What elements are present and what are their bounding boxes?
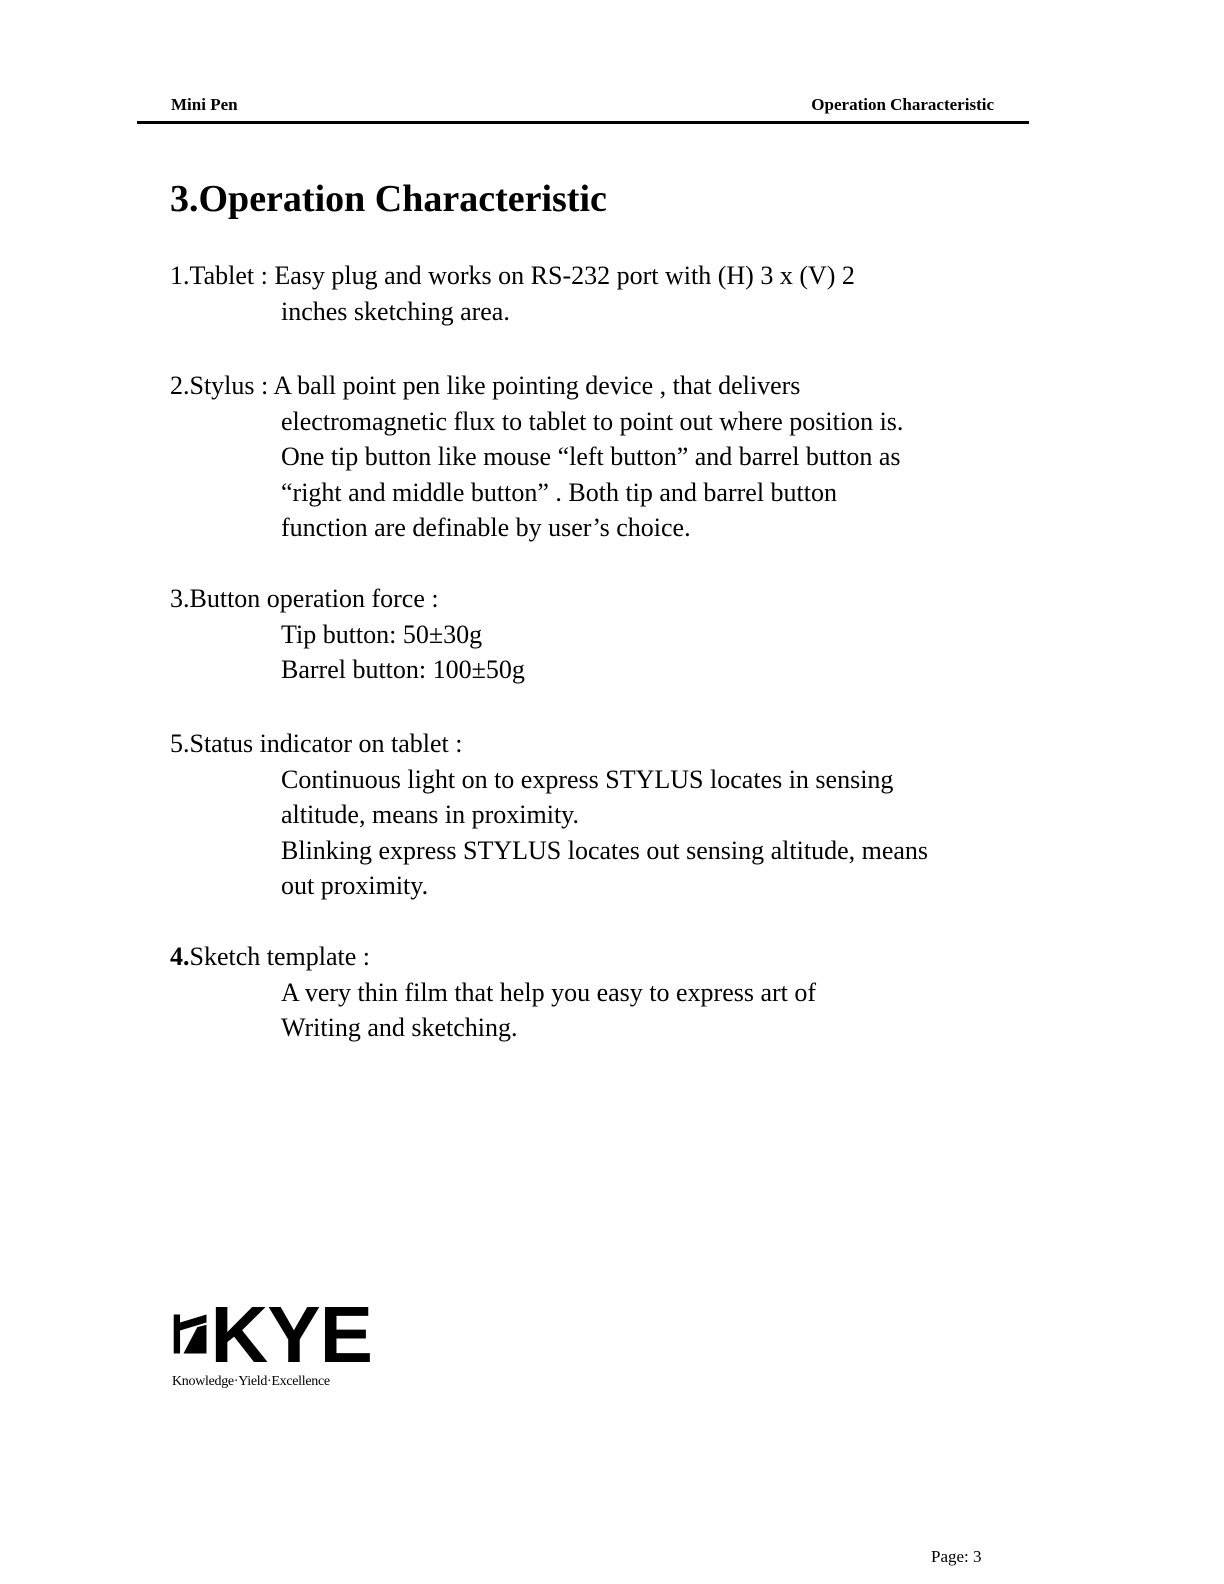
header-left-title: Mini Pen [171,95,238,114]
logo-word: KYE [210,1290,372,1379]
kye-emblem-icon [172,1300,207,1368]
tablet-line-1: 1.Tablet : Easy plug and works on RS-232 port with (H) 3 x (V) 2 [170,261,855,290]
section-status-indicator [170,726,928,904]
sketch-number: 4. [170,942,190,971]
status-line-4: out proximity. [281,871,429,900]
section-sketch-template [170,939,816,1046]
stylus-line-1: 2.Stylus : A ball point pen like pointing device , that delivers [170,371,801,400]
button-force-heading: 3.Button operation force : [170,584,439,613]
status-line-1: Continuous light on to express STYLUS locates in sensing [281,764,894,794]
status-heading: 5.Status indicator on tablet : [170,729,463,758]
sketch-line-1: A very thin film that help you easy to express art of [281,977,817,1007]
header-right-title: Operation Characteristic [811,95,994,114]
section-button-force [170,581,525,688]
stylus-line-3: One tip button like mouse “left button” and barrel button as [281,442,901,471]
tablet-line-2: inches sketching area. [281,296,510,326]
sketch-line-2: Writing and sketching. [281,1013,518,1042]
status-line-3: Blinking express STYLUS locates out sensing altitude, means [281,835,929,865]
barrel-button-force: Barrel button: 100±50g [281,655,525,684]
tip-button-force: Tip button: 50±30g [281,619,483,649]
page-title: 3.Operation Characteristic [170,178,607,220]
logo-tagline: Knowledge·Yield·Excellence [172,1374,330,1389]
header-divider [137,121,1029,124]
stylus-line-5: function are definable by user’s choice. [281,513,691,542]
page-number: Page: 3 [931,1547,982,1566]
sketch-heading: Sketch template : [189,942,371,971]
stylus-line-4: “right and middle button” . Both tip and barrel button [281,477,838,507]
kye-logo [172,1290,372,1390]
status-line-2: altitude, means in proximity. [281,800,579,829]
stylus-line-2: electromagnetic flux to tablet to point out where position is. [281,406,904,436]
logo-row [172,1290,372,1379]
sketch-heading-row [170,939,816,975]
section-tablet [170,258,855,329]
section-stylus [170,368,903,546]
